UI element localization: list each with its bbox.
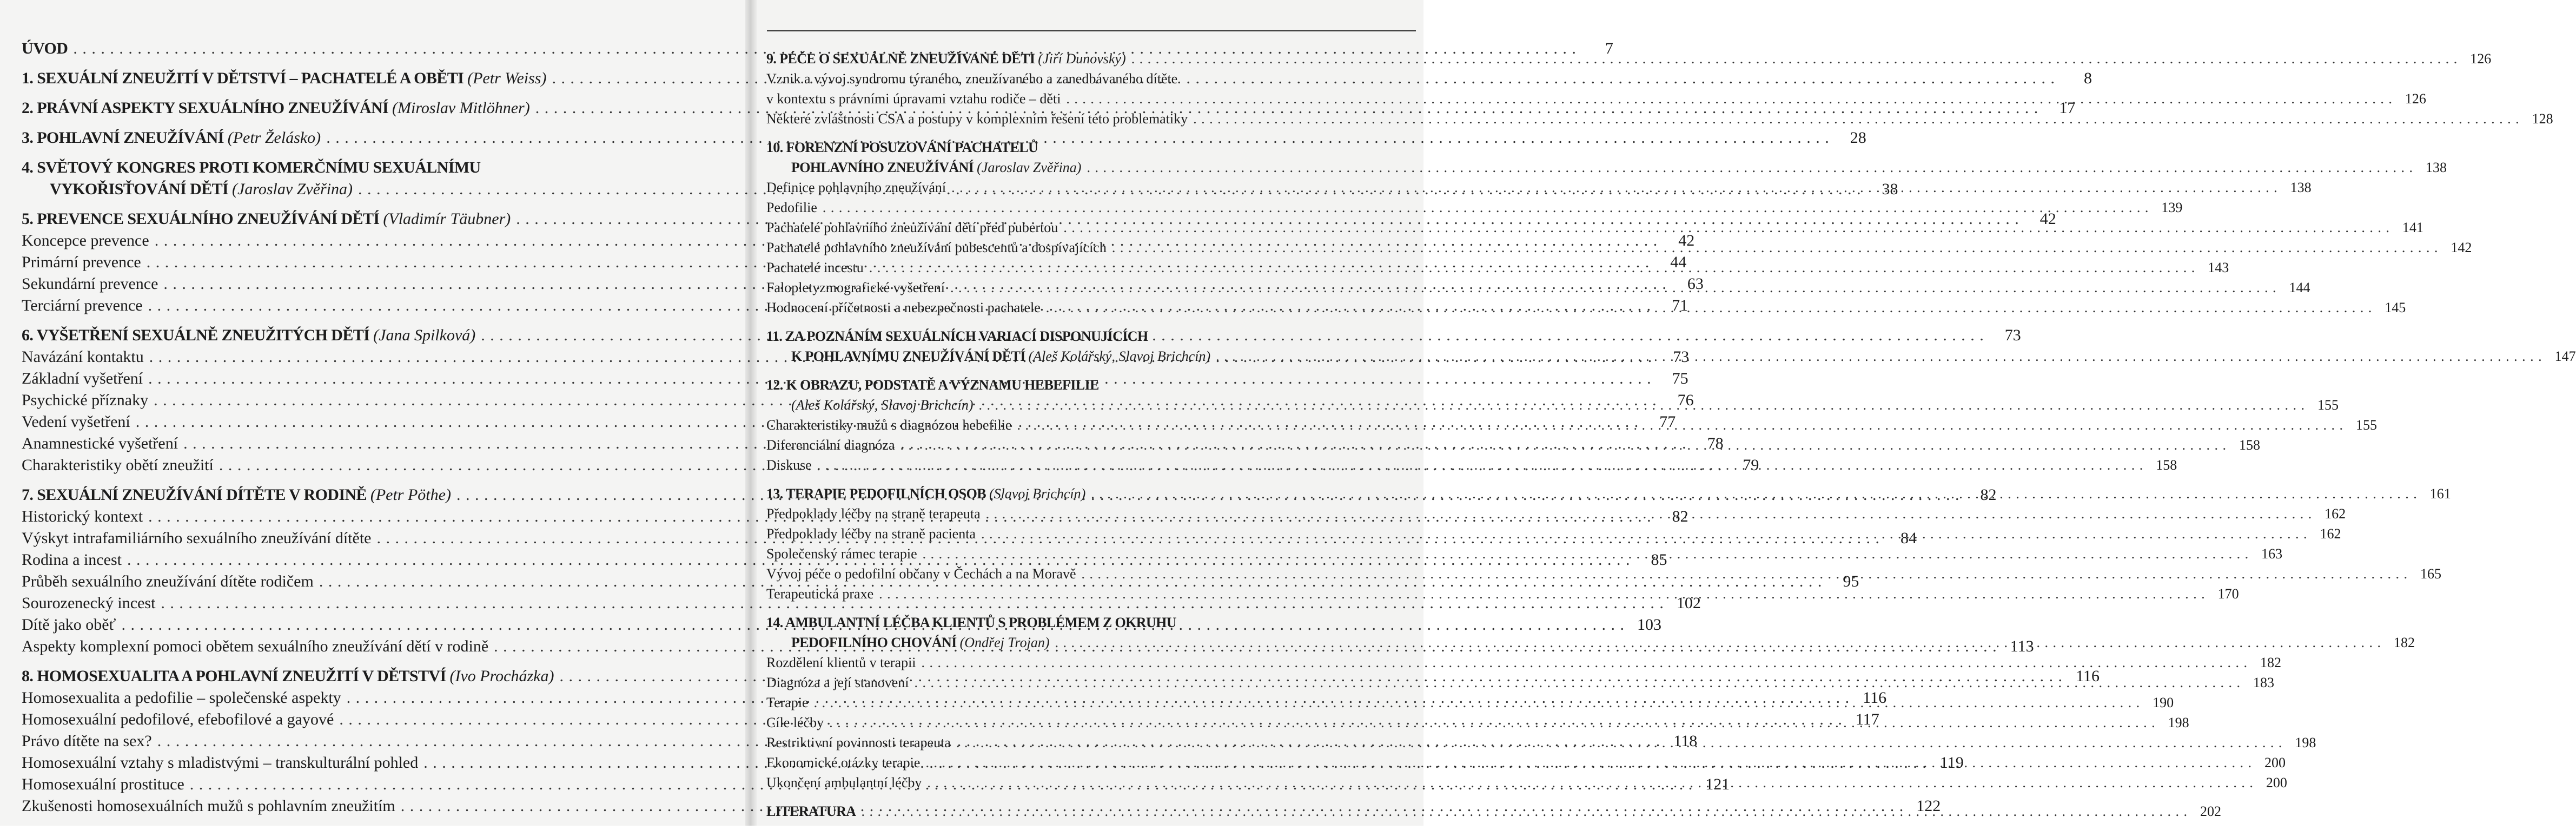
dot-leader bbox=[1041, 298, 2378, 318]
dot-leader bbox=[945, 278, 2282, 298]
subsection-title: Historický kontext bbox=[22, 508, 143, 525]
page-number: 145 bbox=[2385, 300, 2406, 315]
page-number: 82 bbox=[1980, 486, 1997, 504]
chapter-title: 13. TERAPIE PEDOFILNÍCH OSOB bbox=[766, 486, 986, 502]
page-number: 103 bbox=[1637, 616, 1661, 634]
chapter-author: (Jana Spilková) bbox=[373, 326, 476, 344]
chapter-title: 3. POHLAVNÍ ZNEUŽÍVÁNÍ bbox=[22, 129, 224, 147]
subsection-title: Předpoklady léčby na straně terapeuta bbox=[766, 506, 981, 522]
page-number: 75 bbox=[1672, 370, 1688, 387]
chapter-title-block bbox=[22, 484, 451, 506]
chapter-author: (Petr Weiss) bbox=[467, 69, 547, 87]
chapter-author: (Ondřej Trojan) bbox=[959, 635, 1050, 650]
page-number: 63 bbox=[1687, 275, 1704, 293]
chapter-title-block bbox=[22, 38, 68, 60]
page-number: 116 bbox=[2076, 667, 2100, 685]
page-number: 71 bbox=[1672, 297, 1688, 314]
chapter-title: 1. SEXUÁLNÍ ZNEUŽITÍ V DĚTSTVÍ – PACHATELÉ A OBĚTI bbox=[22, 69, 464, 87]
page-number: 95 bbox=[1843, 572, 1859, 590]
subsection-title: Homosexuální vztahy s mladistvými – transkulturální pohled bbox=[22, 754, 419, 772]
page-number: 147 bbox=[2554, 348, 2576, 364]
subsection-title: Vývoj péče o pedofilní občany v Čechách a na Moravě bbox=[766, 566, 1076, 582]
page-number: 182 bbox=[2393, 635, 2415, 650]
chapter-title: LITERATURA bbox=[766, 803, 856, 819]
subsection-title: Výskyt intrafamiliárního sexuálního zneužívání dítěte bbox=[22, 529, 372, 547]
page-number: 202 bbox=[2200, 803, 2221, 819]
subsection-title: Terapeutická praxe bbox=[766, 586, 874, 602]
dot-leader bbox=[917, 544, 2255, 564]
subsection-title: Právo dítěte na sex? bbox=[22, 732, 152, 750]
chapter-title: PEDOFILNÍHO CHOVÁNÍ bbox=[791, 635, 957, 650]
chapter-title: POHLAVNÍHO ZNEUŽÍVÁNÍ bbox=[791, 160, 974, 175]
chapter-author: (Miroslav Mitlöhner) bbox=[392, 99, 530, 117]
page-number: 82 bbox=[1672, 508, 1688, 525]
dot-leader bbox=[824, 713, 2161, 733]
chapter-title-line bbox=[766, 326, 1413, 346]
page-number: 17 bbox=[2059, 99, 2076, 117]
page-number: 126 bbox=[2405, 91, 2426, 107]
page-number: 122 bbox=[1916, 797, 1941, 815]
subsection-title: Terapie bbox=[766, 695, 809, 710]
subsection-title: Terciární prevence bbox=[22, 297, 143, 314]
page-number: 8 bbox=[2083, 69, 2092, 87]
dot-leader bbox=[873, 584, 2211, 604]
subsection-title: Diskuse bbox=[766, 457, 812, 473]
subsection-title: Hodnocení příčetnosti a nebezpečnosti pachatele bbox=[766, 300, 1041, 315]
page-number: 119 bbox=[1939, 754, 1964, 772]
subsection-title: Pachatelé pohlavního zneužívání dětí před pubertou bbox=[766, 220, 1058, 235]
page-number: 190 bbox=[2153, 695, 2174, 710]
page-number: 38 bbox=[1882, 180, 1898, 198]
chapter-author: (Vladimír Täubner) bbox=[383, 210, 511, 228]
page-number: 200 bbox=[2266, 775, 2287, 791]
page-number: 163 bbox=[2261, 546, 2283, 562]
page-number: 158 bbox=[2156, 457, 2177, 473]
subsection-title: Vznik a vývoj syndromu týraného, zneužívaného a zanedbávaného dítěte bbox=[766, 71, 1178, 87]
page-number: 77 bbox=[1659, 413, 1676, 431]
chapter-title-block bbox=[766, 801, 856, 821]
chapter-title: 7. SEXUÁLNÍ ZNEUŽÍVÁNÍ DÍTĚTE V RODINĚ bbox=[22, 486, 367, 504]
subsection-title: v kontextu s právními úpravami vztahu rodiče – děti bbox=[766, 91, 1061, 107]
page-number: 162 bbox=[2325, 506, 2346, 522]
page-number: 165 bbox=[2420, 566, 2442, 582]
page-number: 143 bbox=[2208, 260, 2229, 275]
dot-leader bbox=[946, 177, 2283, 197]
page-number: 183 bbox=[2253, 675, 2275, 690]
dot-leader bbox=[973, 395, 2310, 415]
chapter-title-block bbox=[766, 484, 1085, 504]
page-number: 76 bbox=[1677, 391, 1694, 409]
page-number: 73 bbox=[2004, 326, 2021, 344]
chapter-title-block bbox=[766, 49, 1126, 69]
chapter-title-block bbox=[22, 68, 546, 89]
dot-leader bbox=[864, 258, 2201, 278]
chapter-title: 2. PRÁVNÍ ASPEKTY SEXUÁLNÍHO ZNEUŽÍVÁNÍ bbox=[22, 99, 389, 117]
chapter-title-block bbox=[766, 395, 973, 415]
page-number: 85 bbox=[1651, 551, 1667, 569]
toc-subentry[interactable] bbox=[766, 197, 2183, 218]
dot-leader bbox=[1061, 89, 2398, 109]
chapter-title-block bbox=[22, 179, 353, 200]
subsection-title: Diferenciální diagnóza bbox=[766, 437, 895, 453]
subsection-title: Homosexuální prostituce bbox=[22, 775, 184, 793]
page-number: 44 bbox=[1670, 253, 1687, 271]
subsection-title: Sourozenecký incest bbox=[22, 594, 156, 612]
page-number: 138 bbox=[2425, 160, 2447, 175]
subsection-title: Homosexualita a pedofilie – společenské aspekty bbox=[22, 689, 341, 707]
chapter-title: 10. FORENZNÍ POSUZOVÁNÍ PACHATELŮ bbox=[766, 140, 1038, 155]
page-number: 121 bbox=[1705, 775, 1730, 793]
dot-leader bbox=[856, 801, 2193, 821]
subsection-title: Aspekty komplexní pomoci obětem sexuálního zneužívání dětí v rodině bbox=[22, 637, 489, 655]
chapter-title-block bbox=[22, 97, 530, 119]
dot-leader bbox=[812, 455, 2149, 475]
page-number: 144 bbox=[2289, 280, 2310, 295]
subsection-title: Zkušenosti homosexuálních mužů s pohlavním zneužitím bbox=[22, 797, 395, 815]
chapter-author: (Petr Želásko) bbox=[227, 129, 321, 147]
page-number: 126 bbox=[2470, 51, 2492, 67]
chapter-title: 6. VYŠETŘENÍ SEXUÁLNĚ ZNEUŽITÝCH DĚTÍ bbox=[22, 326, 370, 344]
page-number: 79 bbox=[1743, 456, 1759, 474]
subsection-line bbox=[766, 69, 1413, 89]
dot-leader bbox=[1049, 633, 2387, 653]
subsection-title: Pachatelé pohlavního zneužívání pubescentů a dospívajících bbox=[766, 240, 1107, 255]
page-number: 117 bbox=[1855, 710, 1879, 728]
subsection-title: Rozdělení klientů v terapii bbox=[766, 655, 916, 670]
page-number: 78 bbox=[1707, 434, 1724, 452]
header-rule bbox=[767, 30, 1416, 31]
subsection-title: Průběh sexuálního zneužívání dítěte rodičem bbox=[22, 572, 314, 590]
chapter-author: (Ivo Procházka) bbox=[449, 667, 554, 685]
page-number: 198 bbox=[2295, 735, 2316, 750]
page-number: 84 bbox=[1900, 529, 1917, 547]
chapter-title: K POHLAVNÍMU ZNEUŽÍVÁNÍ DĚTÍ bbox=[791, 348, 1025, 364]
toc-subentry[interactable] bbox=[766, 177, 2312, 197]
page-number: 162 bbox=[2320, 526, 2341, 542]
dot-leader bbox=[809, 693, 2146, 713]
page-number: 170 bbox=[2217, 586, 2239, 602]
toc-entry[interactable] bbox=[766, 49, 2492, 69]
dot-leader bbox=[1210, 346, 2548, 366]
chapter-author: (Aleš Kolářský, Slavoj Brichcín) bbox=[791, 397, 974, 413]
chapter-title-block bbox=[22, 127, 321, 149]
subsection-title: Diagnóza a její stanovení bbox=[766, 675, 909, 690]
dot-leader bbox=[1076, 564, 2414, 584]
subsection-title: Základní vyšetření bbox=[22, 370, 143, 387]
subsection-title: Ukončení ambulantní léčby bbox=[766, 775, 922, 791]
page-number: 128 bbox=[2532, 111, 2553, 127]
page-number: 42 bbox=[2039, 210, 2056, 228]
chapter-author: (Jaroslav Zvěřina) bbox=[232, 180, 353, 198]
chapter-title: 8. HOMOSEXUALITA A POHLAVNÍ ZNEUŽITÍ V DĚTSTVÍ bbox=[22, 667, 446, 685]
toc-subentry[interactable] bbox=[766, 109, 2553, 129]
page-number: 118 bbox=[1673, 732, 1698, 750]
subsection-title: Cíle léčby bbox=[766, 715, 824, 730]
chapter-title: 9. PÉČE O SEXUÁLNĚ ZNEUŽÍVANÉ DĚTI bbox=[766, 51, 1035, 67]
chapter-author: (Slavoj Brichcín) bbox=[989, 486, 1086, 502]
dot-leader bbox=[1126, 49, 2464, 69]
toc-subentry[interactable] bbox=[766, 238, 2472, 258]
page-number: 141 bbox=[2402, 220, 2423, 235]
chapter-title-block bbox=[22, 325, 475, 346]
dot-leader bbox=[922, 773, 2259, 793]
chapter-title-block bbox=[22, 208, 511, 230]
page-number: 158 bbox=[2239, 437, 2260, 453]
chapter-title-block bbox=[766, 346, 1210, 366]
subsection-title: Charakteristiky obětí zneužití bbox=[22, 456, 214, 474]
chapter-title-line bbox=[766, 137, 1413, 157]
chapter-title: 4. SVĚTOVÝ KONGRES PROTI KOMERČNÍMU SEXUÁLNÍMU bbox=[22, 159, 481, 176]
dot-leader bbox=[895, 435, 2233, 455]
subsection-title: Charakteristiky mužů s diagnózou hebefilie bbox=[766, 417, 1012, 433]
toc-subentry[interactable] bbox=[766, 653, 2282, 673]
page-number: 7 bbox=[1605, 39, 1613, 57]
page-number: 113 bbox=[2010, 637, 2034, 655]
subsection-title: Vedení vyšetření bbox=[22, 413, 130, 431]
chapter-title: VYKOŘISŤOVÁNÍ DĚTÍ bbox=[50, 180, 229, 198]
page-number: 139 bbox=[2161, 200, 2183, 215]
chapter-author: (Jiří Dunovský) bbox=[1038, 51, 1126, 67]
subsection-title: Pedofilie bbox=[766, 200, 817, 215]
subsection-title: Společenský rámec terapie bbox=[766, 546, 917, 562]
dot-leader bbox=[1188, 109, 2525, 129]
page-number: 116 bbox=[1863, 689, 1887, 707]
page-number: 161 bbox=[2429, 486, 2451, 502]
subsection-title: Sekundární prevence bbox=[22, 275, 158, 293]
page-number: 73 bbox=[1673, 348, 1690, 366]
chapter-title: 12. K OBRAZU, PODSTATĚ A VÝZNAMU HEBEFILIE bbox=[766, 377, 1099, 393]
page-number: 155 bbox=[2355, 417, 2377, 433]
chapter-title: ÚVOD bbox=[22, 39, 68, 57]
dot-leader bbox=[916, 653, 2254, 673]
page-number: 200 bbox=[2264, 755, 2286, 770]
subsection-title: Ekonomické otázky terapie bbox=[766, 755, 921, 770]
dot-leader bbox=[920, 753, 2257, 773]
page-number: 142 bbox=[2451, 240, 2472, 255]
subsection-title: Primární prevence bbox=[22, 253, 141, 271]
subsection-title: Pachatelé incestu bbox=[766, 260, 864, 275]
subsection-title: Anamnestické vyšetření bbox=[22, 434, 178, 452]
dot-leader bbox=[1058, 218, 2395, 238]
chapter-title: 5. PREVENCE SEXUÁLNÍHO ZNEUŽÍVÁNÍ DĚTÍ bbox=[22, 210, 380, 228]
chapter-title: 11. ZA POZNÁNÍM SEXUÁLNÍCH VARIACÍ DISPONUJÍCÍCH bbox=[766, 328, 1148, 344]
page-number: 138 bbox=[2290, 180, 2312, 195]
subsection-title: Definice pohlavního zneužívání bbox=[766, 180, 946, 195]
dot-leader bbox=[817, 197, 2155, 218]
page-number: 102 bbox=[1676, 594, 1701, 612]
chapter-author: (Jaroslav Zvěřina) bbox=[977, 160, 1082, 175]
page-number: 182 bbox=[2260, 655, 2282, 670]
subsection-title: Předpoklady léčby na straně pacienta bbox=[766, 526, 976, 542]
chapter-title-block bbox=[22, 666, 554, 687]
chapter-title-block bbox=[766, 633, 1049, 653]
dot-leader bbox=[1081, 157, 2419, 177]
chapter-author: (Aleš Kolářský, Slavoj Brichcín) bbox=[1028, 348, 1211, 364]
subsection-title: Navázání kontaktu bbox=[22, 348, 144, 366]
subsection-title: Dítě jako oběť bbox=[22, 616, 116, 634]
chapter-title-line bbox=[766, 612, 1413, 633]
chapter-title-block bbox=[766, 157, 1081, 177]
page-number: 155 bbox=[2317, 397, 2339, 413]
subsection-title: Restriktivní povinnosti terapeuta bbox=[766, 735, 951, 750]
dot-leader bbox=[981, 504, 2318, 524]
dot-leader bbox=[909, 673, 2247, 693]
page-number: 42 bbox=[1678, 232, 1695, 249]
chapter-title: 14. AMBULANTNÍ LÉČBA KLIENTŮ S PROBLÉMEM Z OKRUHU bbox=[766, 615, 1176, 630]
dot-leader bbox=[951, 733, 2288, 753]
chapter-title-line bbox=[766, 375, 1413, 395]
page-number: 28 bbox=[1850, 129, 1866, 147]
dot-leader bbox=[1085, 484, 2423, 504]
chapter-author: (Petr Pöthe) bbox=[370, 486, 451, 504]
dot-leader bbox=[976, 524, 2313, 544]
page-number: 198 bbox=[2168, 715, 2189, 730]
chapter-title-line bbox=[22, 157, 734, 179]
subsection-title: Rodina a incest bbox=[22, 551, 122, 569]
dot-leader bbox=[1107, 238, 2444, 258]
subsection-title: Psychické příznaky bbox=[22, 391, 149, 409]
dot-leader bbox=[1011, 415, 2349, 435]
subsection-title: Falopletyzmografické vyšetření bbox=[766, 280, 945, 295]
subsection-title: Koncepce prevence bbox=[22, 232, 149, 249]
subsection-title: Některé zvláštnosti CSA a postupy v komplexním řešení této problematiky bbox=[766, 111, 1188, 127]
subsection-title: Homosexuální pedofilové, efebofilové a gayové bbox=[22, 710, 334, 728]
toc-entry[interactable] bbox=[766, 157, 2447, 177]
